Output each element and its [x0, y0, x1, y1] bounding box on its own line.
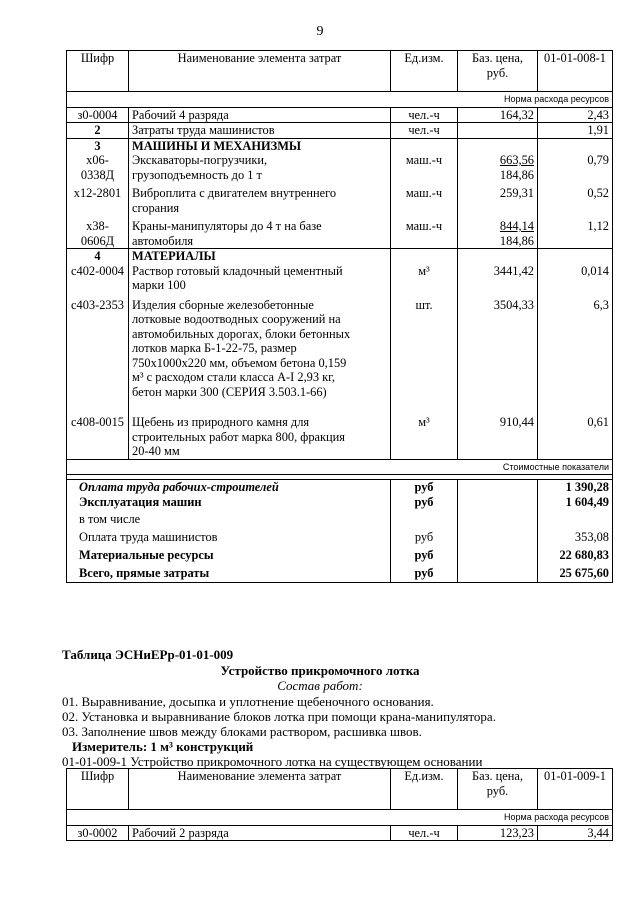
table-row: х38-0606Д Краны-манипуляторы до 4 т на базе автомобиля маш.-ч 844,14 184,86 1,12 [67, 215, 613, 249]
work-step: 02. Установка и выравнивание блоков лотка при помощи крана-манипулятора. [62, 709, 496, 724]
header-price: Баз. цена, руб. [458, 769, 538, 810]
header-unit: Ед.изм. [391, 51, 458, 92]
section-title: Устройство прикромочного лотка [220, 663, 420, 678]
table-row: з0-0004 Рабочий 4 разряда чел.-ч 164,32 2,43 [67, 107, 613, 123]
cost-label: Стоимостные показатели [67, 459, 613, 475]
header-name: Наименование элемента затрат [129, 51, 391, 92]
cost-row: в том числе [67, 509, 613, 527]
cost-row: Оплата труда машинистов руб 353,08 [67, 527, 613, 545]
norm-label: Норма расхода ресурсов [67, 92, 613, 108]
header-code: Шифр [67, 769, 129, 810]
table-row: с402-0004 Раствор готовый кладочный цементный марки 100 м³ 3441,42 0,014 [67, 264, 613, 293]
table-header [67, 769, 613, 810]
cost-row: Всего, прямые затраты руб 25 675,60 [67, 563, 613, 583]
resource-table-2 [66, 768, 613, 841]
section-row-materials: 4 МАТЕРИАЛЫ [67, 249, 613, 264]
table-label: Таблица ЭСНиЕРр-01-01-009 [62, 647, 234, 662]
cost-row: Эксплуатация машин руб 1 604,49 [67, 495, 613, 510]
work-step: 01. Выравнивание, досыпка и уплотнение щебеночного основания. [62, 694, 434, 709]
header-price: Баз. цена, руб. [458, 51, 538, 92]
table-row: с408-0015 Щебень из природного камня для строительных работ марка 800, фракция 20-40 мм м³ 910,44 0,61 [67, 399, 613, 459]
section-row-machines: 3 МАШИНЫ И МЕХАНИЗМЫ [67, 138, 613, 153]
header-norm-code: 01-01-008-1 [538, 51, 613, 92]
work-step: 03. Заполнение швов между блоками раствором, расшивка швов. [62, 724, 422, 739]
norm-label: Норма расхода ресурсов [67, 810, 613, 826]
table-row: х12-2801 Виброплита с двигателем внутреннего сгорания маш.-ч 259,31 0,52 [67, 182, 613, 215]
table-row: 2 Затраты труда машинистов чел.-ч 1,91 [67, 123, 613, 139]
cost-row: Материальные ресурсы руб 22 680,83 [67, 544, 613, 563]
table-header [67, 51, 613, 92]
meter-label: Измеритель: 1 м³ конструкций [72, 739, 254, 754]
header-norm-code: 01-01-009-1 [538, 769, 613, 810]
header-code: Шифр [67, 51, 129, 92]
table-row: з0-0002 Рабочий 2 разряда чел.-ч 123,23 3,44 [67, 825, 613, 841]
header-unit: Ед.изм. [391, 769, 458, 810]
cost-row: Оплата труда рабочих-строителей руб 1 390,28 [67, 480, 613, 495]
table-row: с403-2353 Изделия сборные железобетонные лотковые водоотводных сооружений на автомобильных дорогах, блоки бетонных лотков марка Б-1-22-75, размер 750х1000х220 мм, объемом бетона 0,159 м³ с расходом стали класса А-I 2,93 кг, бетон марки 300 (СЕРИЯ 3.503.1-66) шт. 3504,33 6,3 [67, 293, 613, 400]
section-subtitle: Состав работ: [277, 678, 363, 693]
resource-table-1 [66, 50, 613, 583]
header-name: Наименование элемента затрат [129, 769, 391, 810]
page-number: 9 [316, 24, 324, 39]
norm-description: 01-01-009-1 Устройство прикромочного лотка на существующем основании [62, 754, 483, 769]
table-row: х06-0338Д Экскаваторы-погрузчики, грузоподъемность до 1 т маш.-ч 663,56 184,86 0,79 [67, 153, 613, 182]
